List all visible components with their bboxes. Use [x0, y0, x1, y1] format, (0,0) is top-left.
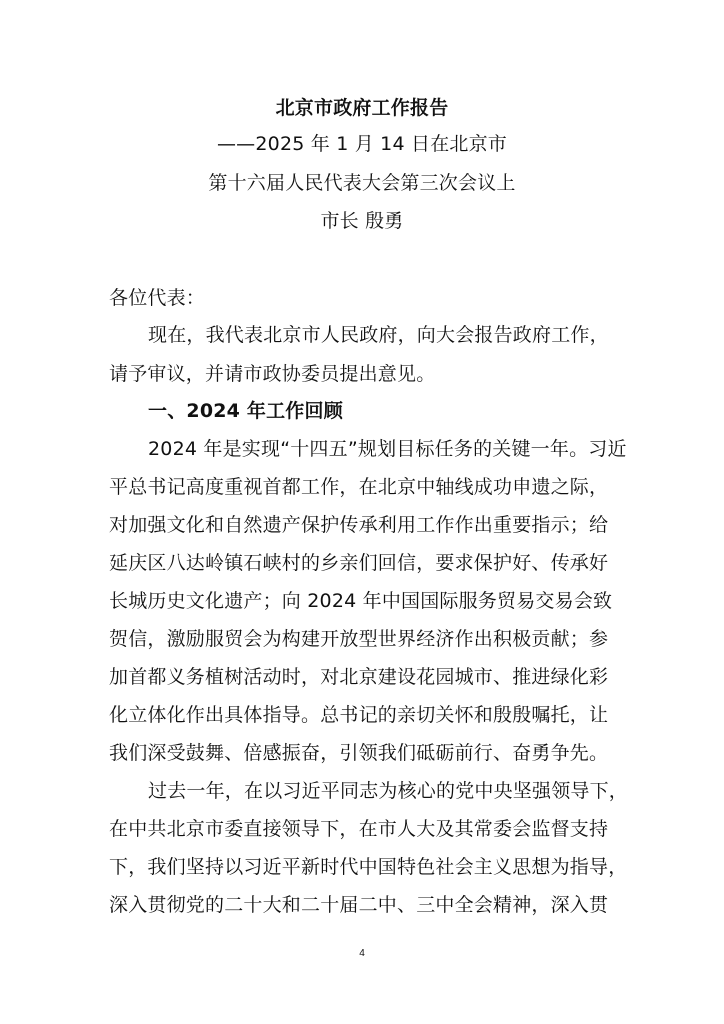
paragraph-line: 加首都义务植树活动时，对北京建设花园城市、推进绿化彩 [109, 666, 609, 688]
paragraph-line: 我们深受鼓舞、倍感振奋，引领我们砥砺前行、奋勇争先。 [109, 742, 609, 764]
intro-line: 请予审议，并请市政协委员提出意见。 [109, 363, 436, 385]
paragraph-line: 平总书记高度重视首都工作，在北京中轴线成功申遗之际， [109, 476, 609, 498]
document-title: 北京市政府工作报告 [275, 97, 449, 119]
paragraph-line: 在中共北京市委直接领导下，在市人大及其常委会监督支持 [109, 818, 609, 840]
paragraph-line: 贺信，激励服贸会为构建开放型世界经济作出积极贡献；参 [109, 628, 609, 650]
paragraph-line: 深入贯彻党的二十大和二十届二中、三中全会精神，深入贯 [109, 894, 609, 916]
paragraph-line: 对加强文化和自然遗产保护传承利用工作作出重要指示；给 [109, 514, 609, 536]
paragraph-line: 长城历史文化遗产；向 2024 年中国国际服务贸易交易会致 [109, 590, 613, 612]
document-subtitle-meeting: 第十六届人民代表大会第三次会议上 [208, 172, 516, 194]
paragraph-line: 下，我们坚持以习近平新时代中国特色社会主义思想为指导， [109, 856, 628, 878]
document-author: 市长 殷勇 [320, 210, 404, 232]
paragraph-line: 过去一年，在以习近平同志为核心的党中央坚强领导下， [148, 780, 629, 802]
paragraph-line: 2024 年是实现“十四五”规划目标任务的关键一年。习近 [148, 438, 627, 460]
intro-line: 现在，我代表北京市人民政府，向大会报告政府工作， [148, 324, 609, 346]
section-heading: 一、2024 年工作回顾 [148, 400, 343, 422]
document-subtitle-date: ——2025 年 1 月 14 日在北京市 [216, 133, 508, 155]
paragraph-line: 化立体化作出具体指导。总书记的亲切关怀和殷殷嘱托，让 [109, 704, 609, 726]
salutation: 各位代表： [109, 287, 206, 309]
paragraph-line: 延庆区八达岭镇石峡村的乡亲们回信，要求保护好、传承好 [109, 552, 609, 574]
page-number: 4 [359, 948, 365, 959]
